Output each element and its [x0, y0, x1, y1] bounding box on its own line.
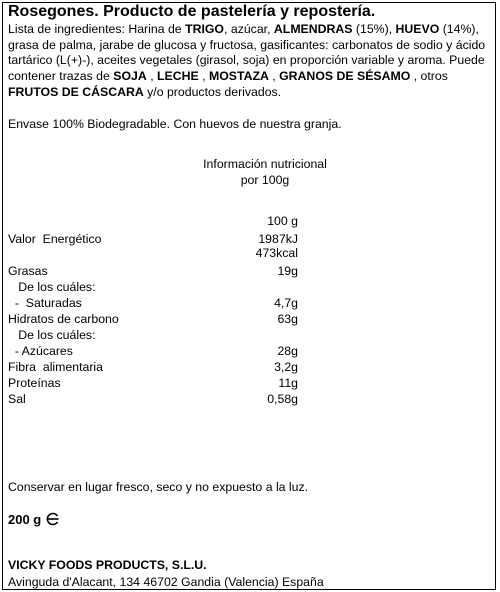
nutrient-value: 1987kJ	[258, 232, 298, 246]
nutrient-value: 4,7g	[274, 296, 298, 310]
nutrition-heading	[190, 156, 340, 188]
nutrition-row	[0, 360, 500, 376]
nutrition-row	[0, 246, 500, 262]
allergen-text: FRUTOS DE CÁSCARA	[8, 84, 144, 99]
ingredient-text: , otros	[410, 69, 448, 84]
net-weight	[8, 512, 60, 527]
nutrition-row	[0, 344, 500, 360]
nutrient-label: Fibra alimentaria	[8, 360, 103, 374]
nutrient-value: 19g	[277, 264, 298, 278]
company-name: VICKY FOODS PRODUCTS, S.L.U.	[8, 558, 207, 572]
nutrient-value: 473kcal	[255, 246, 298, 260]
nutrient-label: - Saturadas	[8, 296, 82, 310]
nutrient-value: 28g	[277, 344, 298, 358]
allergen-text: GRANOS DE SÉSAMO	[279, 69, 411, 84]
allergen-text: LECHE	[157, 69, 199, 84]
nutrition-row	[0, 312, 500, 328]
ingredient-text: (14%), grasa de palma, jarabe de glucosa y fructosa, gasificantes: carbonatos de sodio y ácido tartárico (L(+)-), aceites vegetales (girasol, soja) en proporción variable y aroma. Puede contener trazas de	[8, 22, 486, 84]
estimated-sign-icon	[46, 512, 60, 526]
nutrition-row	[0, 296, 500, 312]
nutrition-row	[0, 264, 500, 280]
nutrition-column-header: 100 g	[267, 214, 298, 228]
nutrition-row	[0, 280, 500, 296]
nutrient-label: Proteínas	[8, 376, 61, 390]
nutrition-row	[0, 328, 500, 344]
nutrition-heading-line2: por 100g	[240, 173, 290, 187]
allergen-text: MOSTAZA	[208, 69, 269, 84]
nutrient-label: Valor Energético	[8, 232, 102, 246]
storage-instructions: Conservar en lugar fresco, seco y no expuesto a la luz.	[8, 480, 309, 494]
allergen-text: TRIGO	[185, 22, 225, 36]
allergen-text: ALMENDRAS	[273, 22, 353, 36]
nutrient-label: Hidratos de carbono	[8, 312, 119, 326]
nutrition-row	[0, 376, 500, 392]
nutrient-label: De los cuáles:	[8, 328, 96, 342]
net-weight-value: 200 g	[8, 512, 42, 527]
ingredient-text: Lista de ingredientes: Harina de	[8, 22, 186, 36]
nutrient-value: 63g	[277, 312, 298, 326]
ingredient-text: y/o productos derivados.	[143, 84, 282, 99]
ingredient-text: , azúcar,	[224, 22, 274, 36]
product-title: Rosegones. Producto de pastelería y repostería.	[8, 3, 376, 20]
nutrient-value: 3,2g	[274, 360, 298, 374]
ingredient-text: ,	[198, 69, 209, 84]
ingredient-text: ,	[268, 69, 280, 84]
company-address: Avinguda d'Alacant, 134 46702 Gandia (Valencia) España	[8, 575, 324, 589]
nutrient-label: De los cuáles:	[8, 280, 96, 294]
ingredient-text: (15%),	[352, 22, 396, 36]
nutrient-label: Sal	[8, 392, 26, 406]
nutrient-value: 11g	[278, 376, 298, 390]
nutrition-column-header-row	[0, 214, 500, 230]
nutrient-value: 0,58g	[267, 392, 298, 406]
nutrition-row	[0, 392, 500, 408]
allergen-text: SOJA	[113, 69, 147, 84]
nutrient-label: - Azúcares	[8, 344, 73, 358]
allergen-text: HUEVO	[395, 22, 440, 36]
ingredient-text: ,	[146, 69, 158, 84]
nutrient-label: Grasas	[8, 264, 48, 278]
packaging-note: Envase 100% Biodegradable. Con huevos de nuestra granja.	[8, 117, 342, 131]
ingredients-list	[8, 22, 488, 101]
nutrition-heading-line1: Información nutricional	[203, 157, 327, 171]
